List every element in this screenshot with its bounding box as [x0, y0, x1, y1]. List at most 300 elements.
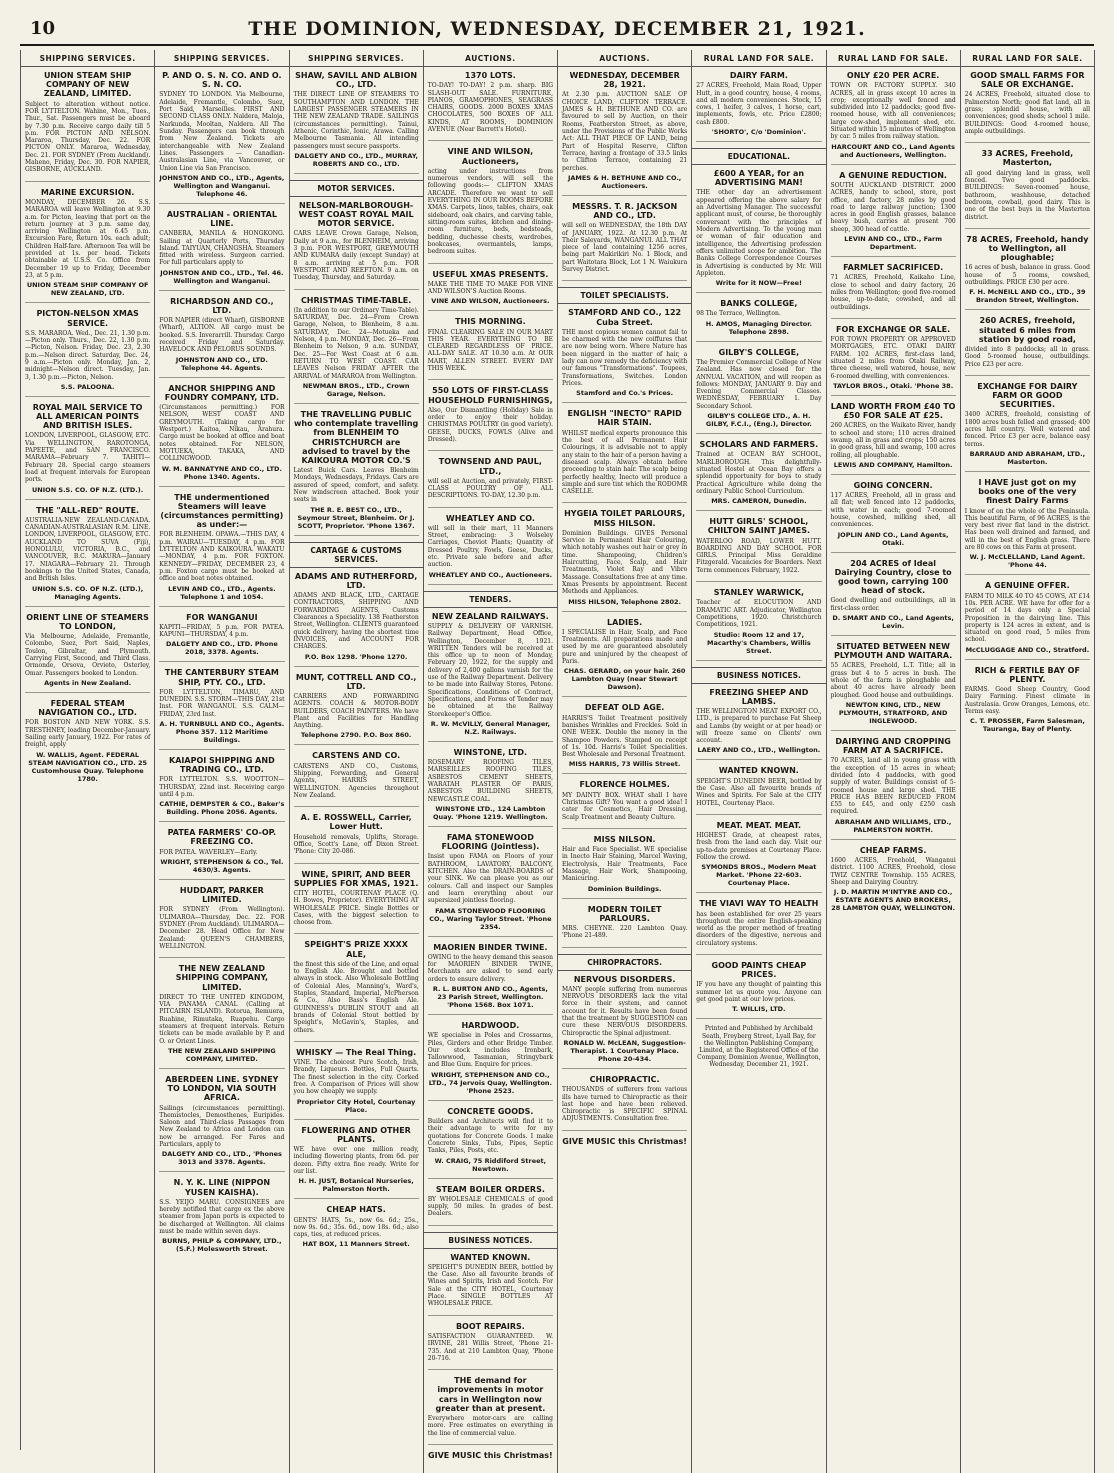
advertisement — [562, 703, 687, 774]
ad-body: S.S. YEIJO MARU. CONSIGNEES are hereby notified that cargo ex the above steamer from Japan ports is expected to be discharged at Wellington. All claims must be made within seven days. — [159, 1198, 285, 1235]
ad-headline: STANLEY WARWICK, — [713, 588, 805, 598]
ad-headline: MESSRS. T. R. JACKSON AND CO., LTD. — [572, 201, 678, 220]
ad-body: MONDAY, DECEMBER 26. S.S. MARAROA will leave Wellington at 9.30 a.m. for Picton, leaving that port on the return journey at 3 p.m. same day, arriving Wellington at 6.45 p.m. Excursion Fare, Return 10s. each adult; Children Half-fare. Afternoon Tea will be provided at 1s. per head. Tickets obtainable at U.S.S. Co. Office from December 19 up to Friday, December 23, at 5 p.m. — [25, 198, 151, 279]
advertisement — [159, 828, 284, 880]
advertisement — [159, 964, 284, 1069]
ad-headline: MEAT. MEAT. MEAT. — [716, 820, 802, 830]
ad-contact: WRIGHT, STEPHENSON & CO., Tel. 4630/3. Agents. — [160, 857, 284, 874]
advertisement — [294, 1126, 419, 1200]
ad-body: 27 ACRES, Freehold, Main Road, Upper Hutt, in a good country, house, 4 rooms, and all modern conveniences. Stock, 15 cows, 1 heifer, 3 calves, 1 horse, cart, implements, fowls, etc. Price £2800; cash £800. — [696, 82, 822, 126]
column-5 — [558, 50, 692, 1473]
ad-headline: DAIRY FARM. — [729, 71, 788, 80]
ad-contact: SYMONDS BROS., Modern Meat Market. 'Phone 22-603. Courtenay Place. — [701, 863, 817, 888]
ad-headline: NERVOUS DISORDERS. — [573, 974, 676, 984]
advertisement — [159, 1075, 284, 1172]
ad-body: DIRECT TO THE UNITED KINGDOM, VIA PANAMA CANAL (Calling at PITCAIRN ISLAND). Rotorua, Remuera, Ruahine, Rimutaka, Ruapehu. Cargo steamers at frequent intervals. Return tickets can be made available by P. and O. or Orient Lines. — [159, 993, 285, 1045]
ad-headline: NEW ZEALAND RAILWAYS. — [431, 611, 549, 621]
ad-contact: H. AMOS, Managing Director. Telephone 2898. — [705, 319, 813, 336]
section-heading: CHIROPRACTORS. — [558, 954, 691, 971]
ad-headline: UNION STEAM SHIP COMPANY OF NEW ZEALAND, LIMITED. — [43, 71, 132, 99]
advertisement — [831, 71, 956, 165]
ad-headline: BOOT REPAIRS. — [455, 1321, 525, 1331]
ad-headline: ORIENT LINE OF STEAMERS TO LONDON, — [26, 612, 149, 631]
ad-contact: Write for it NOW—Free! — [715, 279, 803, 288]
ad-body: Dominion Buildings. GIVES Personal Service in Permanent Hair Colouring, which notably washes out hair or grey in time. Shampooing, Children's Haircutting, Face, Scalp, and Hair Treatments, Violet Ray and Vibro Massage. Consultations free at any time. Xmas Presents by appointment. Recent Methods and Appliances. — [562, 529, 688, 596]
ad-body: Insist upon FAMA on Floors of your BATHROOM, LAVATORY, BALCONY, KITCHEN. Also the DRAIN-BOARDS of your SINK. We can please you as our colours. Call and inspect our Samples and learn everything about our supersized jointless flooring. — [427, 853, 553, 905]
ad-headline: THE undermentioned Steamers will leave (circumstances permitting) as under:— — [160, 492, 284, 530]
section-heading: TENDERS. — [424, 591, 557, 608]
ad-body: IF you have any thought of painting this summer let us quote you. Anyone can get good paint at our low prices. — [696, 981, 822, 1004]
ad-body: HIGHEST Grade, at cheapest rates, fresh from the land each day. Visit our up-to-date premises at Courtenay Place. Follow the crowd. — [696, 832, 822, 861]
ad-headline: GIVE MUSIC this Christmas! — [428, 1450, 553, 1460]
advertisement — [25, 188, 150, 304]
section-heading: EDUCATIONAL. — [692, 148, 825, 165]
advertisement — [965, 382, 1090, 472]
ad-body: 55 ACRES, Freehold, L.T. Title; all in grass but 4 to 5 acres in bush. The whole of the farm is ploughable and about 40 acres have already been ploughed. Good house and outbuildings. — [830, 662, 956, 699]
advertisement — [562, 780, 687, 828]
ad-body: VINE. The choicest Pure Scotch, Irish, Brandy, Liqueurs. Bottles, Full Quarts. The finest selection in the city. Corked free. A Comparison of Prices will show you how cheaply we supply. — [293, 1059, 419, 1096]
ad-headline: WINE, SPIRIT, AND BEER SUPPLIES FOR XMAS, 1921. — [293, 869, 419, 888]
advertisement — [428, 1253, 553, 1316]
ad-body: WE have over one million ready, including flowering plants, from 6d. per dozen. Fifty extra fine ready. Write for our list. — [293, 1146, 419, 1175]
ad-body: ROSEMARY ROOFING TILES, MARSEILLES ROOFING TILES, ASBESTOS CEMENT SHEETS, WARATAH PLASTER OF PARIS, ASBESTOS BUILDING SHEETS, NEWCASTLE COAL. — [427, 759, 553, 803]
advertisement — [428, 1107, 553, 1179]
ad-body: 98 The Terrace, Wellington. — [696, 310, 781, 318]
ad-contact: JOPLIN AND CO., Land Agents, Otaki. — [837, 530, 949, 547]
ad-headline: FOR EXCHANGE OR SALE. — [836, 324, 951, 334]
ad-headline: LAND WORTH FROM £40 TO £50 FOR SALE AT £25. — [830, 401, 956, 421]
ad-contact: W. CRAIG, 75 Riddiford Street, Newtown. — [434, 1156, 547, 1173]
ad-headline: 260 ACRES, freehold, situated 6 miles from station by good road, — [978, 316, 1076, 344]
advertisement — [428, 1322, 553, 1370]
ad-body: AUSTRALIA-NEW ZEALAND-CANADA. CANADIAN-AUSTRALASIAN R.M. LINE. LONDON, LIVERPOOL, GLASGOW, ETC. AUCKLAND TO SUVA (Fiji), HONOLULU, VICTORIA, B.C., and VANCOUVER, B.C. MAKURA—January 17. NIAGARA—February 21. Through bookings to the United States, Canada, and British Isles. — [25, 516, 151, 583]
advertisement — [831, 263, 956, 319]
ad-headline: MAORIEN BINDER TWINE. — [433, 942, 548, 952]
ad-headline: STEAM BOILER ORDERS. — [435, 1184, 545, 1194]
ad-contact: NEWMAN BROS., LTD., Crown Garage, Nelson. — [302, 381, 410, 398]
newspaper-title: THE DOMINION, WEDNESDAY, DECEMBER 21, 1921. — [248, 18, 866, 40]
ad-body: FOR NAPIER (direct Wharf), GISBORNE (Wharf), ALTION. All cargo must be booked. S.S. Inverarrill. Thursday. Cargo received Friday and Saturday. HAVELOCK AND PELORUS SOUNDS. — [159, 317, 285, 354]
ad-contact: Dominion Buildings. — [587, 884, 662, 893]
column-8 — [961, 50, 1095, 1473]
ad-headline: N. Y. K. LINE (NIPPON YUSEN KAISHA). — [173, 1178, 271, 1197]
ad-headline: DEFEAT OLD AGE. — [584, 703, 665, 713]
advertisement — [159, 668, 284, 750]
advertisement — [294, 813, 419, 863]
advertisement — [25, 506, 150, 607]
ad-headline: 33 ACRES, Freehold, Masterton, — [981, 149, 1074, 168]
advertisement — [562, 71, 687, 196]
publisher-imprint: Printed and Published by Archibald Seath, Freyberg Street, Lyall Bay, for the Wellington Publishing Company, Limited, at the Registered Office of the Company, Dominion Avenue, Wellington, Wednesday, December 21, 1921. — [697, 1025, 821, 1069]
section-heading: BUSINESS NOTICES. — [692, 667, 825, 684]
ad-contact: VINE AND WILSON, Auctioneers. — [431, 297, 550, 306]
column-heading: RURAL LAND FOR SALE. — [692, 50, 825, 67]
ad-body: (Circumstances permitting.) FOR NELSON, WEST COAST AND GREYMOUTH. (Taking cargo for Westport.) Kaitoa, Nikau, Arahura. Cargo must be booked at office and boat notes obtained. For NELSON, MOTUEKA, TAKAKA, AND COLLINGWOOD. — [159, 404, 285, 463]
advertisement — [696, 899, 821, 955]
ad-body: THOUSANDS of sufferers from various ills have turned to Chiropractic as their last hope and have been relieved. Chiropractic is SPECIFIC SPINAL ADJUSTMENTS. Consultation free. — [562, 1086, 688, 1123]
ad-body: Hair and Face Specialist. WE specialise in Inecto Hair Staining, Marcel Waving, Electrolysis, Hair Treatments, Face Massage, Hair Work, Shampooing, Manicuring. — [562, 846, 688, 883]
ad-contact: LEWIS AND COMPANY, Hamilton. — [833, 460, 953, 469]
advertisement — [696, 348, 821, 434]
advertisement — [562, 618, 687, 698]
advertisement — [831, 402, 956, 475]
ad-body: 3400 ACRES, freehold, consisting of 1800 acres bush felled and grassed; 400 acres hill country. Well watered and fenced. Price £3 per acre, balance easy terms. — [964, 411, 1090, 448]
ad-contact: DALGETY AND CO., LTD. Phone 2018, 3378. Agents. — [165, 640, 278, 657]
ad-headline: THE NEW ZEALAND SHIPPING COMPANY, LIMITED. — [175, 964, 269, 992]
advertisement — [294, 296, 419, 404]
ad-body: Trained at OCEAN BAY SCHOOL, MARLBOROUGH. This delightfully-situated Hostel at Ocean Bay offers a splendid opportunity for boys to study Practical Agriculture while doing the ordinary Public School Curriculum. — [696, 451, 822, 495]
ad-body: SOUTH AUCKLAND DISTRICT. 2000 ACRES, handy to school, store, post office, and factory, 28 miles by good road to large railway junction; 1300 acres in good English grasses, balance heavy bush, carries at present 700 sheep, 300 head of cattle. — [830, 181, 956, 233]
ad-headline: A GENUINE REDUCTION. — [839, 170, 947, 180]
ad-body: the finest this side of the Line, and equal to English Ale. Brought and bottled always in stock. Also Wholesale Bottling of Colonial Ales, Manning's, Ward's, Staples, Standard, Imperial, McPherson & Co., Also Bass's English Ale. GUINNESS's DUBLIN STOUT and all brands of Colonial Stout bottled by Speight's, McGavin's, Staples, and others. — [293, 960, 419, 1034]
ad-body: 16 acres of bush, balance in grass. Good house of 5 rooms, cowshed, outbuildings. PRICE £30 per acre. — [964, 264, 1090, 286]
ad-headline: TOWNSEND AND PAUL, LTD., — [438, 457, 542, 476]
ad-contact: R. L. BURTON AND CO., Agents, 23 Parish Street, Wellington. 'Phone 1568. Box 1071. — [432, 985, 548, 1009]
ad-body: The Premier Commercial College of New Zealand. Has now closed for the ANNUAL VACATION, and will reopen as follows: MONDAY, JANUARY 9. Day and Evening Commercial Classes. WEDNESDAY, FEBRUARY 1. Day Secondary School. — [696, 358, 822, 410]
advertisement — [159, 71, 284, 204]
ad-body: S.S. MARAROA. Wed., Dec. 21, 1.30 p.m.—Picton only. Thurs., Dec. 22, 1.30 p.m.—Picton, Nelson. Friday, Dec. 23, 2.30 p.m.—Nelson direct. Saturday, Dec. 24, 9 a.m.—Picton only. Monday, Jan. 2, midnight—Nelson direct. Tuesday, Jan. 3, 1.30 p.m.—Picton, Nelson. — [25, 329, 151, 381]
ad-body: will sell on WEDNESDAY, the 18th DAY of JANUARY, 1922. At 12.30 p.m. At Their Saleyards, WANGANUI. ALL THAT piece of land containing 1256 acres, being part Makirikiri No. 1 Block, and part Waitotara Block, Lot 1 N. Waiukura Survey District. — [562, 222, 688, 274]
advertisement — [562, 308, 687, 403]
advertisement — [696, 961, 821, 1019]
ad-headline: GOOD PAINTS CHEAP PRICES. — [711, 961, 807, 980]
ad-contact: TAYLOR BROS., Otaki. 'Phone 38. — [833, 381, 954, 390]
ad-headline: SCHOLARS AND FARMERS. — [699, 440, 819, 450]
advertisement — [562, 835, 687, 899]
ad-body: Latest Buick Cars. Leaves Blenheim Mondays, Wednesdays, Fridays. Cars are assured of speed, comfort, and safety. New windscreen attached. Book your seats in — [293, 467, 419, 504]
ad-body: Teacher of ELOCUTION AND DRAMATIC ART. Adjudicator, Wellington Competitions, 1920. Christchurch Competitions, 1921. — [696, 599, 822, 629]
ad-body: SPEIGHT'S DUNEDIN BEER, bottled by the Case. Also all favourite brands of Wines and Spirits. For Sale at the CITY HOTEL, Courtenay Place. — [696, 777, 822, 807]
ad-headline: NELSON-MARLBOROUGH-WEST COAST ROYAL MAIL MOTOR SERVICE. — [298, 200, 414, 229]
advertisement — [294, 870, 419, 935]
advertisement — [294, 201, 419, 290]
ad-headline: THE demand for improvements in motor cars in Wellington now greater than at present. — [435, 1376, 546, 1413]
ad-body: SPEIGHT'S DUNEDIN BEER, bottled by the Case. Also all favourite brands of Wines and Spirits, Irish and Scotch. For Sale at the CITY HOTEL, Courtenay Place. SINGLE BOTTLES AT WHOLESALE PRICE. — [427, 1263, 553, 1308]
ad-body: BY WHOLESALE CHEMICALS of good supply, 50 miles. In grades of best. Dealers. — [427, 1195, 553, 1218]
column-heading: RURAL LAND FOR SALE. — [827, 50, 960, 67]
column-heading: RURAL LAND FOR SALE. — [961, 50, 1094, 67]
advertisement — [831, 559, 956, 636]
newspaper-columns — [20, 50, 1095, 1460]
advertisement — [696, 169, 821, 293]
advertisement — [965, 149, 1090, 229]
ad-body: GENTS' HATS, 5s., now 6s. 6d.; 25s., now 9s. 6d.; 35s. 6d., now 18s. 6d.; also caps, ties, at reduced prices. — [293, 1216, 419, 1239]
section-heading: TOILET SPECIALISTS. — [558, 287, 691, 304]
ad-contact: R. W. McVILLY, General Manager, N.Z. Railways. — [430, 719, 550, 736]
column-2 — [155, 50, 289, 1473]
ad-headline: WANTED KNOWN. — [450, 1252, 531, 1262]
ad-body: FOR TOWN PROPERTY OR APPROVED MORTGAGES, ETC. OTAKI DAIRY FARM. 102 ACRES, first-class land, situated 2 miles from Otaki Railway, three cheese, well watered, house, new 6-roomed dwelling, with conveniences. — [830, 336, 956, 380]
advertisement — [294, 673, 419, 746]
ad-body: CITY HOTEL, COURTENAY PLACE (Q. H. Bowes, Proprietor). EVERYTHING AT WHOLESALE PRICE. Single Bottles or Cases, with the biggest selection to choose from. — [293, 889, 419, 927]
ad-body: 24 ACRES, Freehold, situated close to Palmerston North; good flat land, all in grass; splendid house, with all conveniences; good sheds; school 1 mile. BUILDINGS: Good 4-roomed house, ample outbuildings. — [964, 91, 1090, 135]
ad-body: MRS. CHEYNE. 220 Lambton Quay. 'Phone 21-489. — [562, 925, 688, 940]
ad-body: WE specialise in Poles and Crossarms, Piles, Girders and other Bridge Timber. Our stock includes Ironbark, Tallowwood, Tasmanian, Stringybark and Blue Gum. Enquire for prices. — [427, 1032, 553, 1069]
column-4 — [424, 50, 558, 1473]
ad-contact: NEWTON KING, LTD., NEW PLYMOUTH, STRATFORD, AND INGLEWOOD. — [838, 700, 948, 725]
ad-contact: DALGETY AND CO., LTD., 'Phones 3013 and 3378. Agents. — [161, 1150, 282, 1167]
ad-headline: WINSTONE, LTD. — [453, 747, 528, 757]
ad-headline: LADIES. — [607, 617, 643, 627]
advertisement — [428, 457, 553, 507]
ad-contact: BARRAUD AND ABRAHAM, LTD., Masterton. — [969, 449, 1086, 466]
ad-contact: W. WALLIS, Agent. FEDERAL STEAM NAVIGATION CO., LTD. 25 Customhouse Quay. Telephone 1780. — [28, 750, 147, 783]
ad-headline: WHISKY — The Real Thing. — [296, 1047, 417, 1057]
advertisement — [428, 833, 553, 937]
ad-contact: F. H. McNEILL AND CO., LTD., 39 Brandon Street, Wellington. — [969, 288, 1086, 305]
ad-headline: THE "ALL-RED" ROUTE. — [36, 505, 140, 515]
ad-headline: GILBY'S COLLEGE, — [718, 347, 800, 357]
advertisement — [831, 737, 956, 840]
column-heading: AUCTIONS. — [558, 50, 691, 67]
advertisement — [294, 572, 419, 667]
ad-body: TOWN OR FACTORY SUPPLY. 340 ACRES, all in grass except 10 acres in crop; exceptionally well fenced and subdivided into 12 paddocks; good five-roomed house, with all conveniences; large cow-shed, implement shed, etc. Situated within 15 minutes of Wellington by car. 5 miles from railway station. — [830, 82, 956, 141]
ad-headline: CHIROPRACTIC. — [589, 1075, 660, 1084]
ad-headline: A GENUINE OFFER. — [985, 581, 1070, 591]
ad-body: FARMS. Good Sheep Country, Good Dairy Farming. Finest climate in Australasia. Grow Oranges, Lemons, etc. Terms easy. — [964, 686, 1090, 716]
column-7 — [827, 50, 961, 1473]
ad-body: SYDNEY TO LONDON. Via Melbourne, Adelaide, Fremantle, Colombo, Suez, Port Said, Marseilles. FIRST AND SECOND CLASS ONLY. Naldera, Maloja, Narkunda, Mooltan, Naldera. All The Sunday. Passengers can book through from New Zealand. Tickets are interchangeable with New Zealand Lines. Passengers — Canadian-Australasian Line, via Vancouver, or Union Line via San Francisco. — [159, 91, 285, 172]
ad-contact: J. D. MARTIN M'INTYRE AND CO., ESTATE AGENTS AND BROKERS, 28 LAMBTON QUAY, WELLINGTON. — [831, 888, 956, 913]
advertisement — [562, 202, 687, 282]
ad-body: Sailings (circumstances permitting). Themistocles, Demosthenes, Euripides. Saloon and Third-class Passages from New Zealand to Africa and London can now be arranged. For Fares and Particulars, apply to — [159, 1104, 285, 1149]
advertisement — [25, 403, 150, 500]
ad-body: At 2.30 p.m. AUCTION SALE OF CHOICE LAND, CLIFTON TERRACE. JAMES & H. BETHUNE AND CO. are favoured to sell by Auction, on their Rooms, Featherston Street, as above, under the Provisions of the Public Works Act: ALL THAT PIECE OF LAND, being Part of Hospital Reserve, Clifton Terrace, having a frontage of 33.5 links to Clifton Terrace, containing 21 perches. — [562, 91, 688, 172]
advertisement — [428, 1185, 553, 1226]
ad-body: MAKE THE TIME TO MAKE FOR VINE AND WILSON'S Auction Rooms. — [427, 280, 553, 295]
advertisement — [294, 751, 419, 807]
advertisement — [965, 235, 1090, 311]
ad-headline: £600 A YEAR, for an ADVERTISING MAN! — [713, 169, 805, 188]
ad-body: WHILST medical experts pronounce this the best of all Permanent Hair Colourings, it is advisable not to apply any stain to the hair of a person having a diseased scalp. Always obtain before proceeding to stain hair. The scalp being perfectly healthy, Inecto will produce a simple and sure tint which the RODOMR CASELLE. — [562, 429, 688, 496]
ad-body: ADAMS AND BLACK, LTD., CARTAGE CONTRACTORS, SHIPPING AND FORWARDING AGENTS, Customs Clearances a Speciality. 138 Featherston Street, Wellington. CLIENTS guaranteed quick delivery, having the shortest time INVOICES, and ACCOUNT FOR CHARGES. — [293, 592, 419, 651]
ad-body: FOR BOSTON AND NEW YORK. S.S. TRESTHNEY, loading December-January. Sailing early January, 1922. For rates of freight, apply — [25, 719, 151, 749]
advertisement — [159, 613, 284, 663]
ad-body: 70 ACRES, land all in young grass with the exception of 15 acres in wheat; divided into 4 paddocks, with good supply of water. Buildings consist of 5-roomed house and large shed. THE PRICE HAS BEEN REDUCED FROM £55 to £45, and only £250 cash required. — [830, 757, 956, 816]
ad-body: WATERLOO ROAD, LOWER HUTT. BOARDING AND DAY SCHOOL FOR GIRLS. Principal Miss Geraldine Fitzgerald. Vacancies for Boarders. Next Term commences February, 1922. — [696, 537, 822, 574]
ad-body: 117 ACRES, Freehold, all in grass and all flat; well fenced into 12 paddocks, with water in each; good 7-roomed house, cowshed, milking shed, all conveniences. — [830, 492, 956, 529]
ad-headline: P. AND O. S. N. CO. AND O. S. N. CO. — [162, 71, 282, 90]
ad-headline: CHEAP HATS. — [326, 1205, 386, 1215]
ad-headline: PATEA FARMERS' CO-OP. FREEZING CO. — [167, 828, 277, 847]
ad-body: CARS LEAVE Crown Garage, Nelson, Daily at 9 a.m., for BLENHEIM, arriving 3 p.m. FOR WESTPORT, GREYMOUTH AND KUMARA daily (except Sunday) at 8 a.m. arriving at 5 p.m. FOR WESTPORT AND REEFTON. 9 a.m. on Tuesday, Thursday, and Saturday. — [293, 230, 419, 282]
ad-contact: CHAS. GERARD, on your hair. 260 Lambton Quay (near Stewart Dawson). — [563, 667, 686, 692]
ad-contact: MISS HARRIS, 73 Willis Street. — [568, 760, 681, 769]
advertisement — [831, 846, 956, 917]
advertisement — [294, 410, 419, 536]
ad-headline: FLORENCE HOLMES. — [579, 780, 670, 790]
ad-body: CARRIERS AND FORWARDING AGENTS. COACH & MOTOR-BODY BUILDERS, COACH PAINTERS. We have Plant and Facilities for Handling Anything. — [293, 692, 419, 730]
ad-headline: ONLY £20 PER ACRE. — [846, 71, 940, 80]
advertisement — [696, 299, 821, 342]
ad-contact: JOHNSTON AND CO., LTD. Telephone 44. Agents. — [175, 355, 268, 372]
ad-headline: ANCHOR SHIPPING AND FOUNDRY COMPANY, LTD. — [164, 383, 279, 402]
ad-headline: WHEATLEY AND CO. — [445, 513, 535, 523]
ad-contact: CATHIE, DEMPSTER & CO., Baker's Building. Phone 2056. Agents. — [159, 800, 285, 817]
ad-contact: JOHNSTON AND CO., LTD., Tel. 46. Wellington and Wanganui. — [160, 268, 284, 285]
ad-headline: CONCRETE GOODS. — [447, 1106, 534, 1116]
ad-body: KAPITI—FRIDAY, 5 p.m. FOR PATEA. KAPUNI—THURSDAY, 4 p.m. — [159, 623, 285, 638]
ad-contact: Agents in New Zealand. — [44, 678, 132, 687]
ad-headline: THIS MORNING. — [455, 317, 526, 327]
ad-contact: BURNS, PHILP & COMPANY, LTD., (S.F.) Molesworth Street. — [162, 1237, 282, 1254]
ad-contact: UNION S.S. CO. OF N.Z. (LTD.). — [32, 485, 144, 494]
column-1 — [21, 50, 155, 1473]
ad-headline: MISS NILSON. — [593, 834, 656, 844]
advertisement — [159, 384, 284, 487]
advertisement — [696, 440, 821, 511]
ad-body: CANBERA, MANILA & HONGKONG. Sailing at Quarterly Ports, Thursday Island. TAIYUAN, CHANGSHA. Steamers fitted with wireless. Surgeon carried. For full particulars apply to — [159, 230, 285, 267]
advertisement — [562, 509, 687, 611]
ad-body: 71 ACRES, Freehold, Kaikaho Line, close to school and dairy factory, 26 miles from Wellington; good five-roomed house, up-to-date, cowshed, and all outbuildings. — [830, 274, 956, 311]
ad-contact: W. M. BANNATYNE AND CO., LTD. Phone 1340. Agents. — [161, 464, 282, 481]
advertisement — [428, 514, 553, 585]
ad-contact: JOHNSTON AND CO., LTD., Agents, Wellington and Wanganui. Telephone 46. — [159, 173, 285, 198]
advertisement — [159, 297, 284, 378]
ad-headline: 78 ACRES, Freehold, handy to Wellington, all ploughable; — [966, 234, 1089, 263]
ad-body: FINAL CLEARING SALE IN OUR MART THIS YEAR. EVERYTHING TO BE CLEARED REGARDLESS OF PRICE. ALL-DAY SALE. AT 10.30 a.m. At OUR MART, ALLEN STREET. EVERY DAY THIS WEEK. — [427, 328, 553, 373]
ad-contact: DALGETY AND CO., LTD., MURRAY, ROBERTS AND CO., LTD. — [294, 151, 418, 168]
ad-headline: MODERN TOILET PARLOURS. — [587, 904, 662, 923]
advertisement — [965, 666, 1090, 739]
advertisement — [25, 699, 150, 788]
advertisement — [428, 317, 553, 380]
ad-contact: W. J. McCLELLAND, Land Agent. 'Phone 44. — [969, 553, 1086, 570]
section-heading: BUSINESS NOTICES. — [424, 1232, 557, 1249]
ad-headline: AUSTRALIAN - ORIENTAL LINE. — [166, 209, 277, 228]
advertisement — [831, 481, 956, 553]
ad-headline: STAMFORD AND CO., 122 Cuba Street. — [568, 308, 682, 327]
ad-headline: SPEIGHT'S PRIZE XXXX ALE, — [304, 940, 408, 959]
advertisement — [428, 612, 553, 742]
ad-headline: GOOD SMALL FARMS FOR SALE OR EXCHANGE. — [970, 71, 1085, 90]
advertisement — [159, 756, 284, 822]
advertisement — [428, 1451, 553, 1467]
advertisement — [159, 493, 284, 607]
ad-body: acting under instructions from numerous vendors, will sell the following goods:— CLIFTON XMAS ARCADE. Therefore we want to sell EVERYTHING IN OUR ROOMS BEFORE XMAS. Carpets, linos, tables, chairs, oak sideboard, oak chairs, and carving table, sitting-room suites, kitchen and dining-room furniture, beds, bedsteads, bedding, duchesse chests, wardrobes, bookcases, overmantels, lamps, bedroom suites. — [427, 167, 553, 256]
ad-body: SATISFACTION GUARANTEED. W. IRVINE, 281 Willis Street, 'Phone 21-735. And at 210 Lambton Quay, 'Phone 20-716. — [427, 1332, 553, 1362]
advertisement — [965, 581, 1090, 659]
ad-headline: WANTED KNOWN. — [718, 766, 799, 776]
ad-headline: CHRISTMAS TIME-TABLE. — [300, 295, 412, 305]
page-number: 10 — [30, 18, 56, 39]
ad-body: Builders and Architects will find it to their advantage to write for my quotations for Concrete Goods. I make Concrete Sinks, Tubs, Pipes, Septic Tanks, Piles, Posts, etc. — [427, 1117, 553, 1155]
ad-headline: FARMLET SACRIFICED. — [843, 263, 944, 273]
ad-headline: EXCHANGE FOR DAIRY FARM OR GOOD SECURITIES. — [977, 381, 1078, 410]
ad-headline: FEDERAL STEAM NAVIGATION CO., LTD. — [38, 698, 137, 718]
advertisement — [428, 1376, 553, 1445]
ad-contact: MRS. CAMERON, Dunedin. — [711, 497, 807, 506]
ad-headline: THE VIAVI WAY TO HEALTH — [699, 899, 819, 909]
ad-body: MY DAINTY BOX. WHAT shall I have Christmas Gift? You want a good idea! I cater for Cosmetics, Hair Dressing, Scalp Treatment and Beauty Culture. — [562, 791, 688, 821]
advertisement — [159, 210, 284, 291]
ad-headline: 1370 LOTS. — [464, 71, 516, 80]
advertisement — [696, 821, 821, 893]
advertisement — [831, 642, 956, 731]
advertisement — [965, 316, 1090, 376]
ad-headline: FLOWERING AND OTHER PLANTS. — [301, 1125, 411, 1144]
ad-body: THE DIRECT LINE OF STEAMERS TO SOUTHAMPTON AND LONDON. THE LARGEST PASSENGER STEAMERS IN THE NEW ZEALAND TRADE. SAILINGS (circumstances permitting). Tainui, Athenic, Corinthic, Ionic, Arawa. Calling Melbourne Tasmania. All intending passengers must secure passports. — [293, 91, 419, 150]
ad-body: FOR LYTTELTON, TIMARU, AND DUNEDIN. S.S. STORM—THIS DAY, 21st Inst. FOR WANGANUI. S.S. CALM—FRIDAY, 23rd Inst. — [159, 688, 285, 718]
ad-body: FOR PATEA. WAVERLEY—Early. — [159, 848, 258, 856]
ad-headline: USEFUL XMAS PRESENTS. — [432, 269, 549, 279]
advertisement — [562, 1075, 687, 1131]
ad-contact: WINSTONE LTD., 124 Lambton Quay. 'Phone 1219. Wellington. — [433, 805, 548, 821]
ad-contact: McCLUGGAGE AND CO., Stratford. — [965, 645, 1090, 654]
ad-contact: HARCOURT AND CO., Land Agents and Auctioneers, Wellington. — [831, 142, 955, 159]
advertisement — [428, 386, 553, 451]
ad-body: FARM TO MILK 40 TO 45 COWS, AT £14 10s. PER ACRE. WE have for offer for a period of 14 days only a Special Proposition in the dairying line. This property is 124 acres in extent, and is situated on good road, 5 miles from school. — [964, 592, 1090, 644]
ad-headline: RICHARDSON AND CO., LTD. — [170, 296, 274, 315]
ad-body: THE most copious women cannot fail to be charmed with the new coiffures that are now being worn. Where Nature has been niggard in the matter of hair, a lady can now remedy the deficiency with our famous "Transformations". Toupees, Transformations, Switches. London Prices. — [562, 328, 688, 387]
column-heading: SHIPPING SERVICES. — [155, 50, 288, 67]
ad-headline: RICH & FERTILE BAY OF PLENTY. — [974, 665, 1080, 684]
ad-headline: I HAVE just got on my books one of the very finest Dairy Farms — [978, 477, 1077, 506]
ad-contact: UNION STEAM SHIP COMPANY OF NEW ZEALAND, LTD. — [26, 281, 149, 298]
advertisement — [25, 613, 150, 693]
advertisement — [428, 71, 553, 141]
advertisement — [294, 940, 419, 1042]
ad-contact: UNION S.S. CO. OF N.Z. (LTD.), Managing Agents. — [32, 584, 144, 601]
ad-body: THE other day an advertisement appeared offering the above salary for an Advertising Manager. The successful applicant must, of course, be thoroughly conversant with the principles of Modern Advertising. To the young man or woman of fair education and intelligence, the Advertising profession offers unlimited scope for ambition. The Banks College Correspondence Courses in Advertising is conducted by Mr. Will Appleton. — [696, 189, 822, 277]
ad-body: I know of on the whole of the Peninsula. This beautiful Farm, of 96 ACRES, is the very best river flat land in the district. Has been well drained and farmed, and will in the best of English grass. There are 80 cows on this Farm at present. — [964, 507, 1090, 552]
ad-body: 1600 ACRES, Freehold, Wanganui district. 1100 ACRES, Freehold, close TWIZ CENTRE Township. 155 ACRES, Sheep and Dairying Country. — [830, 856, 956, 886]
ad-headline: CHEAP FARMS. — [859, 845, 927, 855]
ad-contact: A. H. TURNBULL AND CO., Agents. Phone 357. 112 Maritime Buildings. — [159, 719, 285, 744]
ad-body: CARSTENS AND CO., Customs, Shipping, Forwarding, and General Agents, HARRIS STREET, WELLINGTON. Agencies throughout New Zealand. — [293, 762, 419, 799]
advertisement — [428, 270, 553, 312]
ad-body: Via Melbourne, Adelaide, Fremantle, Colombo, Suez, Port Said, Naples, Toulon, Gibraltar, and Plymouth. Carrying First, Second, and Third Class. Ormonde, Orsova, Orvieto, Osterley, Omar. Passengers booked to London. — [25, 633, 151, 677]
advertisement — [159, 886, 284, 958]
ad-headline: A. E. ROSSWELL, Carrier, Lower Hutt. — [300, 813, 412, 832]
ad-contact: Studio: Room 12 and 17, Macarthy's Chambers, Willis Street. — [706, 630, 811, 655]
column-6 — [692, 50, 826, 1473]
advertisement — [294, 1048, 419, 1120]
advertisement — [562, 975, 687, 1069]
ad-contact: MISS HILSON, Telephone 2802. — [568, 597, 682, 606]
ad-headline: VINE AND WILSON, Auctioneers, — [447, 147, 534, 166]
advertisement — [428, 1021, 553, 1101]
advertisement — [696, 688, 821, 761]
ad-body: LONDON, LIVERPOOL, GLASGOW, ETC. Via WELLINGTON, RAROTONGA, PAPEETE, and SAN FRANCISCO. MARAMA—February 7. TAHITI—February 28. Special cargo steamers load at frequent intervals for European ports. — [25, 432, 151, 484]
ad-headline: GOING CONCERN. — [853, 480, 933, 490]
ad-headline: PICTON-NELSON XMAS SERVICE. — [36, 309, 139, 328]
column-3 — [290, 50, 424, 1473]
ad-contact: P.O. Box 1298. 'Phone 1270. — [304, 652, 408, 661]
ad-body: THE WELLINGTON MEAT EXPORT CO., LTD., is prepared to purchase Fat Sheep and Lambs (by weight or at per head) or will freeze same on Clients' own account. — [696, 707, 822, 745]
ad-body: Everywhere motor-cars are calling more. Free estimates on everything in the line of commercial value. — [427, 1414, 553, 1437]
ad-body: I SPECIALISE in Hair, Scalp, and Face Treatments. All preparations made and used by me are guaranteed absolutely pure and uninjured by the cheapest of Paris. — [562, 628, 688, 666]
ad-body: Also, Our Dismantling (Holiday) Sale in order to enjoy their holiday. CHRISTMAS POULTRY (in good variety). GEESE, DUCKS, FOWLS (Alive and Dressed). — [427, 406, 553, 443]
ad-contact: HAT BOX, 11 Manners Street. — [302, 1240, 410, 1249]
ad-body: HARRIS'S Toilet Treatment positively banishes Wrinkles and Freckles. Sold in ONE WEEK. Double the money in the Shampoo Powders. Stamped on receipt of 1s. 10d. Harris's Toilet Specialities. Best Wholesale and Personal Treatment. — [562, 714, 688, 759]
advertisement — [428, 147, 553, 263]
ad-body: MANY people suffering from numerous NERVOUS DISORDERS lack the vital force in their system, and cannot account for it. Results have been found that the treatment by SUGGESTION can cure these NERVOUS DISORDERS. Chiropractic the Spinal adjustment. — [562, 985, 688, 1037]
ad-body: FOR LYTTELTON. S.S. WOOTTON—THURSDAY, 22nd inst. Receiving cargo until 4 p.m. — [159, 776, 285, 798]
ad-body: all good dairying land in grass, well fenced. Two good paddocks. BUILDINGS: Seven-roomed house, bathroom, washhouse, detached bedroom, cowbail, good dairy. This is one of the best buys in the Masterton district. — [964, 169, 1090, 221]
section-heading: MOTOR SERVICES. — [290, 180, 423, 197]
ad-headline: MUNT, COTTRELL AND CO., LTD. — [295, 672, 417, 691]
ad-headline: ROYAL MAIL SERVICE TO ALL AMERICAN POINTS AND BRITISH ISLES. — [32, 402, 143, 431]
ad-contact: THE R. E. BEST CO., LTD., Seymour Street, Blenheim. Or J. SCOTT, Proprietor. 'Phone 1367. — [297, 505, 415, 530]
section-heading: CARTAGE & CUSTOMS SERVICES. — [290, 542, 423, 568]
ad-contact: C. T. PROSSER, Farm Salesman, Tauranga, Bay of Plenty. — [969, 717, 1085, 734]
ad-body: will sell at Auction, and privately, FIRST-CLASS POULTRY OF ALL DESCRIPTIONS. TO-DAY, 12.30 p.m. — [427, 477, 553, 500]
ad-contact: T. WILLIS, LTD. — [732, 1005, 786, 1014]
ad-headline: SHAW, SAVILL AND ALBION CO., LTD. — [295, 71, 418, 90]
ad-headline: BANKS COLLEGE, — [720, 299, 798, 309]
ad-headline: FAMA STONEWOOD FLOORING (Jointless). — [441, 833, 540, 852]
